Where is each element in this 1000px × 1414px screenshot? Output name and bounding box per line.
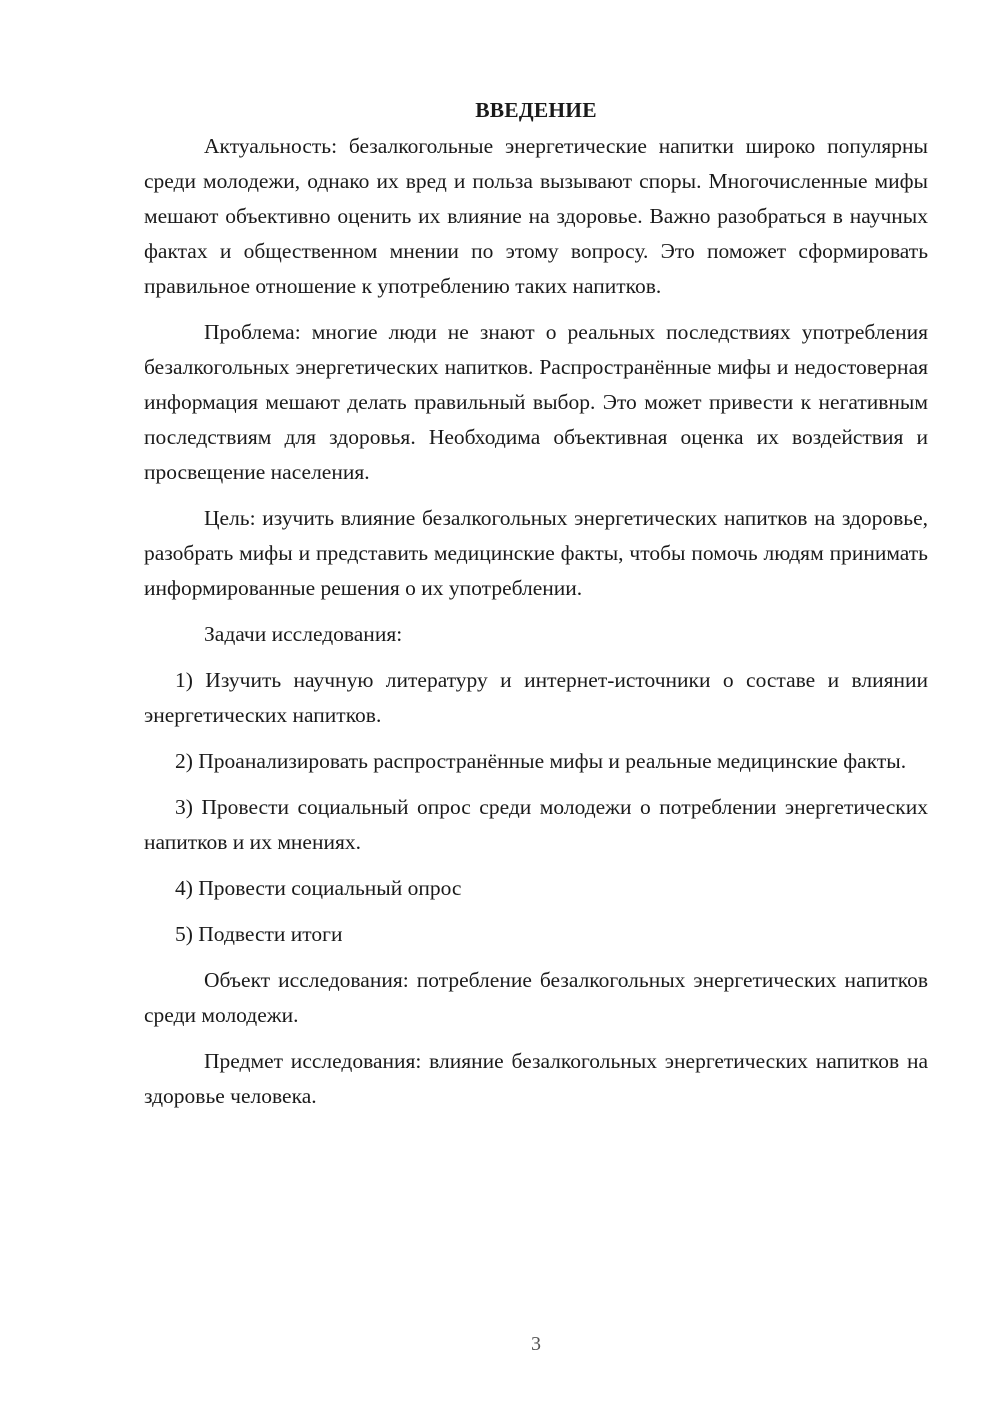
task-item-2: 2) Проанализировать распространённые мифы и реальные медицинские факты. [175,749,907,773]
relevance-paragraph: Актуальность: безалкогольные энергетические напитки широко популярны среди молодежи, однако их вред и польза вызывают споры. Многочисленные мифы мешают объективно оценить их влияние на здоровье. Важно разобраться в научных фактах и общественном мнении по этому вопросу. Это поможет сформировать правильное отношение к употреблению таких напитков. [144,134,928,298]
page-number: 3 [531,1333,541,1355]
research-subject-paragraph: Предмет исследования: влияние безалкогольных энергетических напитков на здоровье человека. [144,1049,928,1108]
tasks-title: Задачи исследования: [204,622,403,646]
research-object-paragraph: Объект исследования: потребление безалкогольных энергетических напитков среди молодежи. [144,968,928,1027]
document-page [144,93,928,1125]
goal-paragraph: Цель: изучить влияние безалкогольных энергетических напитков на здоровье, разобрать мифы и представить медицинские факты, чтобы помочь людям принимать информированные решения о их употреблении. [144,506,928,600]
section-heading: ВВЕДЕНИЕ [475,98,597,122]
task-item-4: 4) Провести социальный опрос [175,876,462,900]
task-item-1: 1) Изучить научную литературу и интернет-источники о составе и влиянии энергетических напитков. [144,668,928,727]
problem-paragraph: Проблема: многие люди не знают о реальных последствиях употребления безалкогольных энергетических напитков. Распространённые мифы и недостоверная информация мешают делать правильный выбор. Это может привести к негативным последствиям для здоровья. Необходима объективная оценка их воздействия и просвещение населения. [144,320,928,484]
task-item-5: 5) Подвести итоги [175,922,343,946]
task-item-3: 3) Провести социальный опрос среди молодежи о потреблении энергетических напитков и их мнениях. [144,795,928,854]
